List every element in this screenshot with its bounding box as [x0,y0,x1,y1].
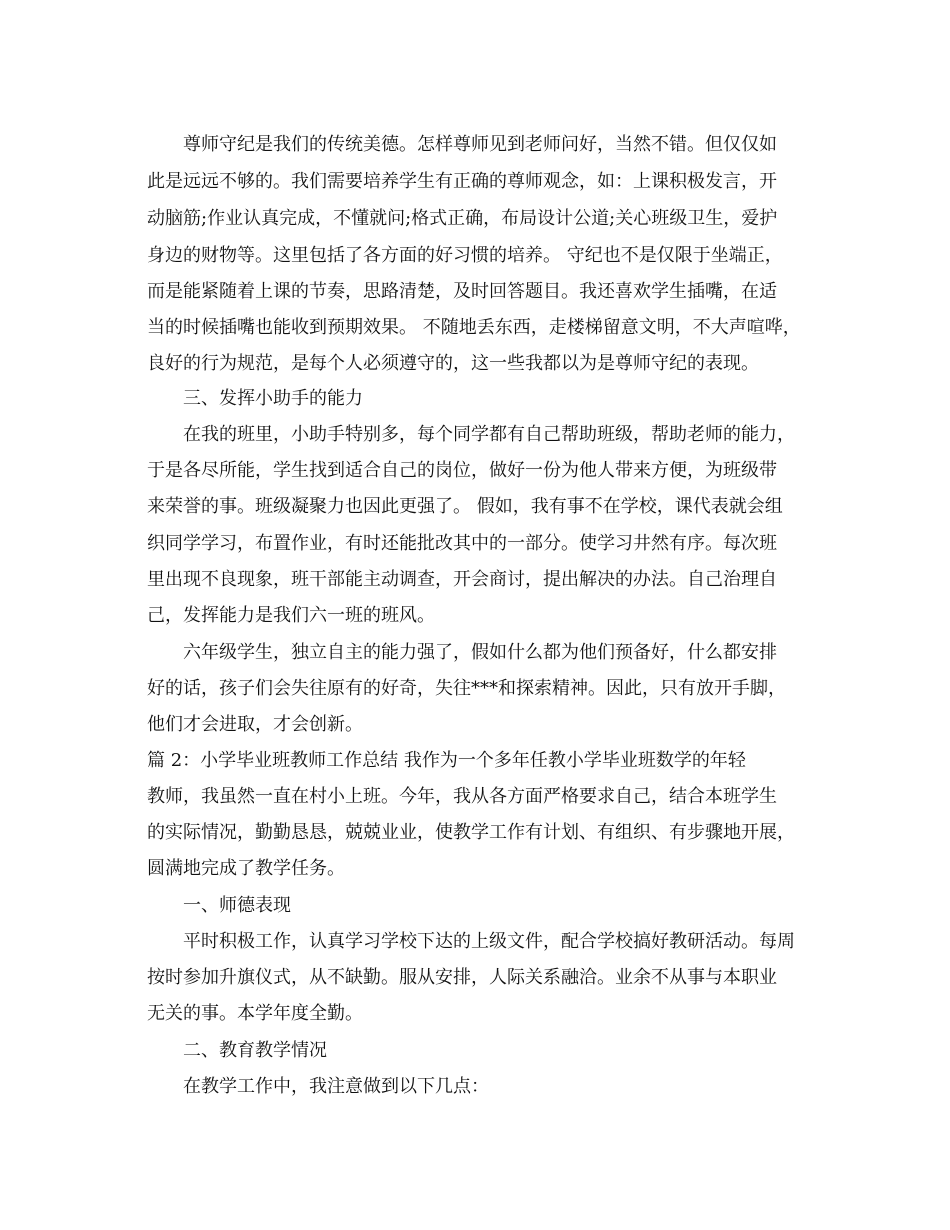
text-line: 他们才会进取，才会创新。 [147,714,363,735]
text-line: 的实际情况，勤勤恳恳，兢兢业业，使教学工作有计划、有组织、有步骤地开展， [147,822,795,843]
text-line: 而是能紧随着上课的节奏，思路清楚，及时回答题目。我还喜欢学生插嘴，在适 [147,281,777,302]
text-line: 此是远远不够的。我们需要培养学生有正确的尊师观念，如：上课积极发言，开 [147,171,777,192]
text-line: 当的时候插嘴也能收到预期效果。 不随地丢东西，走楼梯留意文明，不大声喧哗， [147,317,801,338]
text-line: 尊师守纪是我们的传统美德。怎样尊师见到老师问好，当然不错。但仅仅如 [183,134,777,155]
text-line: 于是各尽所能，学生找到适合自己的岗位，做好一份为他人带来方便，为班级带 [147,460,777,481]
text-line: 织同学学习，布置作业，有时还能批改其中的一部分。使学习井然有序。每次班 [147,533,777,554]
text-line: 身边的财物等。这里包括了各方面的好习惯的培养。 守纪也不是仅限于坐端正， [147,245,783,266]
text-line: 在教学工作中，我注意做到以下几点： [183,1076,489,1097]
text-line: 里出现不良现象，班干部能主动调查，开会商讨，提出解决的办法。自己治理自 [147,569,777,590]
text-line: 无关的事。本学年度全勤。 [147,1003,363,1024]
text-line: 六年级学生，独立自主的能力强了，假如什么都为他们预备好，什么都安排 [183,642,777,663]
text-line: 在我的班里，小助手特别多，每个同学都有自己帮助班级，帮助老师的能力， [183,424,795,445]
text-line: 好的话，孩子们会失往原有的好奇，失往***和探索精神。因此，只有放开手脚， [147,678,786,699]
text-line: 良好的行为规范，是每个人必须遵守的，这一些我都以为是尊师守纪的表现。 [147,353,759,374]
article-title-line: 篇 2：小学毕业班教师工作总结 我作为一个多年任教小学毕业班数学的年轻 [147,750,746,771]
section-heading: 一、师德表现 [183,895,291,916]
text-line: 来荣誉的事。班级凝聚力也因此更强了。 假如，我有事不在学校，课代表就会组 [147,496,783,517]
text-line: 按时参加升旗仪式，从不缺勤。服从安排，人际关系融洽。业余不从事与本职业 [147,967,777,988]
text-line: 圆满地完成了教学任务。 [147,858,345,879]
text-line: 动脑筋;作业认真完成，不懂就问;格式正确，布局设计公道;关心班级卫生，爱护 [147,208,778,229]
section-heading: 三、发挥小助手的能力 [183,388,363,409]
text-line: 己，发挥能力是我们六一班的班风。 [147,605,435,626]
text-line: 教师，我虽然一直在村小上班。今年，我从各方面严格要求自己，结合本班学生 [147,786,777,807]
text-line: 平时积极工作，认真学习学校下达的上级文件，配合学校搞好教研活动。每周 [183,931,795,952]
section-heading: 二、教育教学情况 [183,1040,327,1061]
